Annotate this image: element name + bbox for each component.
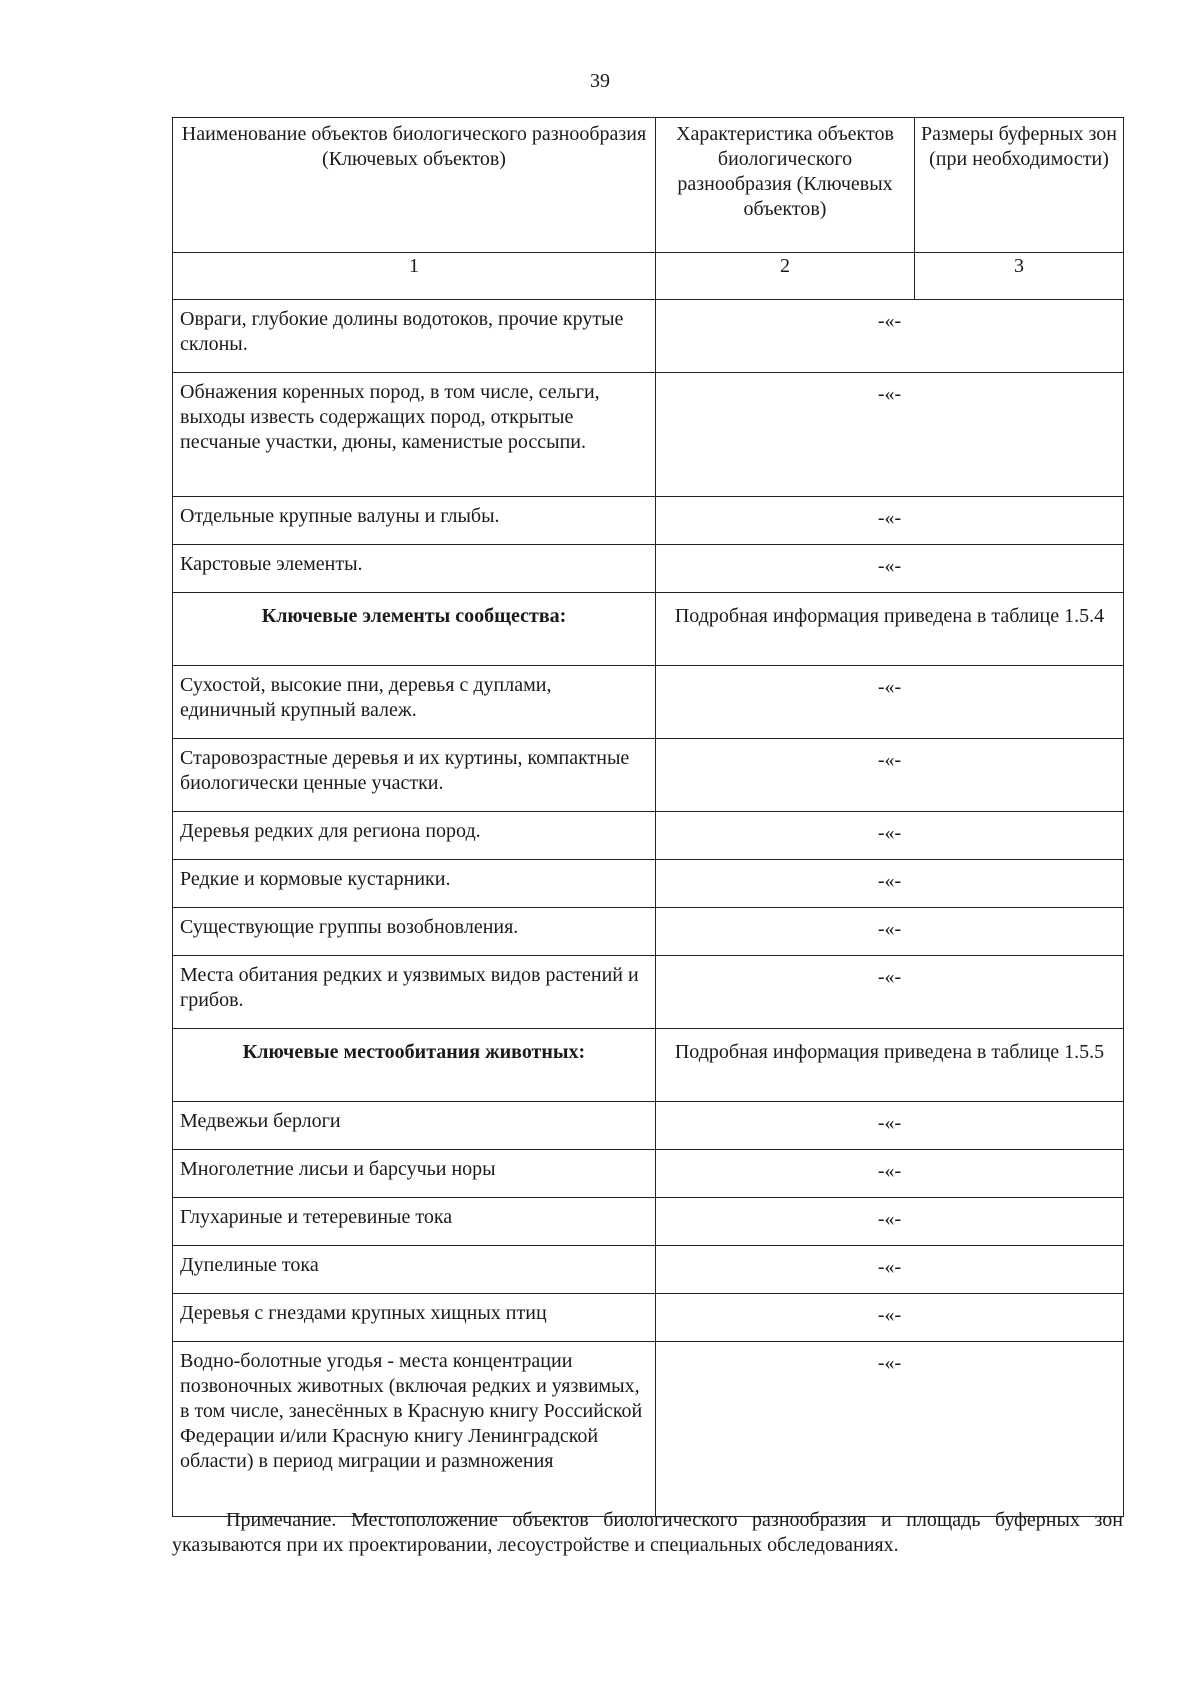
table-row — [173, 812, 1124, 860]
object-name: Карстовые элементы. — [173, 545, 656, 593]
object-name: Редкие и кормовые кустарники. — [173, 860, 656, 908]
object-name: Существующие группы возобновления. — [173, 908, 656, 956]
section-row — [173, 1029, 1124, 1102]
object-name: Деревья редких для региона пород. — [173, 812, 656, 860]
object-name: Медвежьи берлоги — [173, 1102, 656, 1150]
ditto-mark: -«- — [656, 908, 1124, 956]
section-reference: Подробная информация приведена в таблице 1.5.5 — [656, 1029, 1124, 1102]
table-row — [173, 739, 1124, 812]
ditto-mark: -«- — [656, 1102, 1124, 1150]
ditto-mark: -«- — [656, 1342, 1124, 1517]
ditto-mark: -«- — [656, 1294, 1124, 1342]
table-row — [173, 1150, 1124, 1198]
biodiversity-table — [172, 117, 1124, 1517]
object-name: Отдельные крупные валуны и глыбы. — [173, 497, 656, 545]
column-number: 3 — [915, 253, 1124, 300]
table-body — [173, 300, 1124, 1517]
object-name: Овраги, глубокие долины водотоков, прочие крутые склоны. — [173, 300, 656, 373]
section-title: Ключевые элементы сообщества: — [173, 593, 656, 666]
table-row — [173, 956, 1124, 1029]
section-reference: Подробная информация приведена в таблице 1.5.4 — [656, 593, 1124, 666]
table-row — [173, 908, 1124, 956]
ditto-mark: -«- — [656, 1198, 1124, 1246]
object-name: Сухостой, высокие пни, деревья с дуплами, единичный крупный валеж. — [173, 666, 656, 739]
table-row — [173, 1246, 1124, 1294]
table-row — [173, 1198, 1124, 1246]
ditto-mark: -«- — [656, 860, 1124, 908]
table-row — [173, 1102, 1124, 1150]
ditto-mark: -«- — [656, 956, 1124, 1029]
ditto-mark: -«- — [656, 497, 1124, 545]
ditto-mark: -«- — [656, 1150, 1124, 1198]
column-number: 1 — [173, 253, 656, 300]
table-row — [173, 497, 1124, 545]
object-name: Места обитания редких и уязвимых видов растений и грибов. — [173, 956, 656, 1029]
ditto-mark: -«- — [656, 739, 1124, 812]
header-characteristic: Характеристика объектов биологического разнообразия (Ключевых объектов) — [656, 118, 915, 253]
object-name: Водно-болотные угодья - места концентрации позвоночных животных (включая редких и уязвимых, в том числе, занесённых в Красную книгу Российской Федерации и/или Красную книгу Ленинградской области) в период миграции и размножения — [173, 1342, 656, 1517]
table-row — [173, 300, 1124, 373]
object-name: Многолетние лисьи и барсучьи норы — [173, 1150, 656, 1198]
table-row — [173, 1342, 1124, 1517]
object-name: Обнажения коренных пород, в том числе, сельги, выходы известь содержащих пород, открытые песчаные участки, дюны, каменистые россыпи. — [173, 373, 656, 497]
object-name: Глухариные и тетеревиные тока — [173, 1198, 656, 1246]
ditto-mark: -«- — [656, 666, 1124, 739]
table-row — [173, 1294, 1124, 1342]
column-number-row — [173, 253, 1124, 300]
section-row — [173, 593, 1124, 666]
ditto-mark: -«- — [656, 300, 1124, 373]
column-number: 2 — [656, 253, 915, 300]
ditto-mark: -«- — [656, 812, 1124, 860]
footnote: Примечание. Местоположение объектов биологического разнообразия и площадь буферных зон указываются при их проектировании, лесоустройстве и специальных обследованиях. — [172, 1509, 1123, 1556]
table-row — [173, 666, 1124, 739]
ditto-mark: -«- — [656, 545, 1124, 593]
table-row — [173, 373, 1124, 497]
table-row — [173, 860, 1124, 908]
object-name: Старовозрастные деревья и их куртины, компактные биологически ценные участки. — [173, 739, 656, 812]
object-name: Дупелиные тока — [173, 1246, 656, 1294]
ditto-mark: -«- — [656, 1246, 1124, 1294]
table-row — [173, 545, 1124, 593]
page-number: 39 — [590, 70, 610, 92]
header-buffer-size: Размеры буферных зон (при необходимости) — [915, 118, 1124, 253]
header-row — [173, 118, 1124, 253]
section-title: Ключевые местообитания животных: — [173, 1029, 656, 1102]
object-name: Деревья с гнездами крупных хищных птиц — [173, 1294, 656, 1342]
ditto-mark: -«- — [656, 373, 1124, 497]
header-name: Наименование объектов биологического разнообразия (Ключевых объектов) — [173, 118, 656, 253]
